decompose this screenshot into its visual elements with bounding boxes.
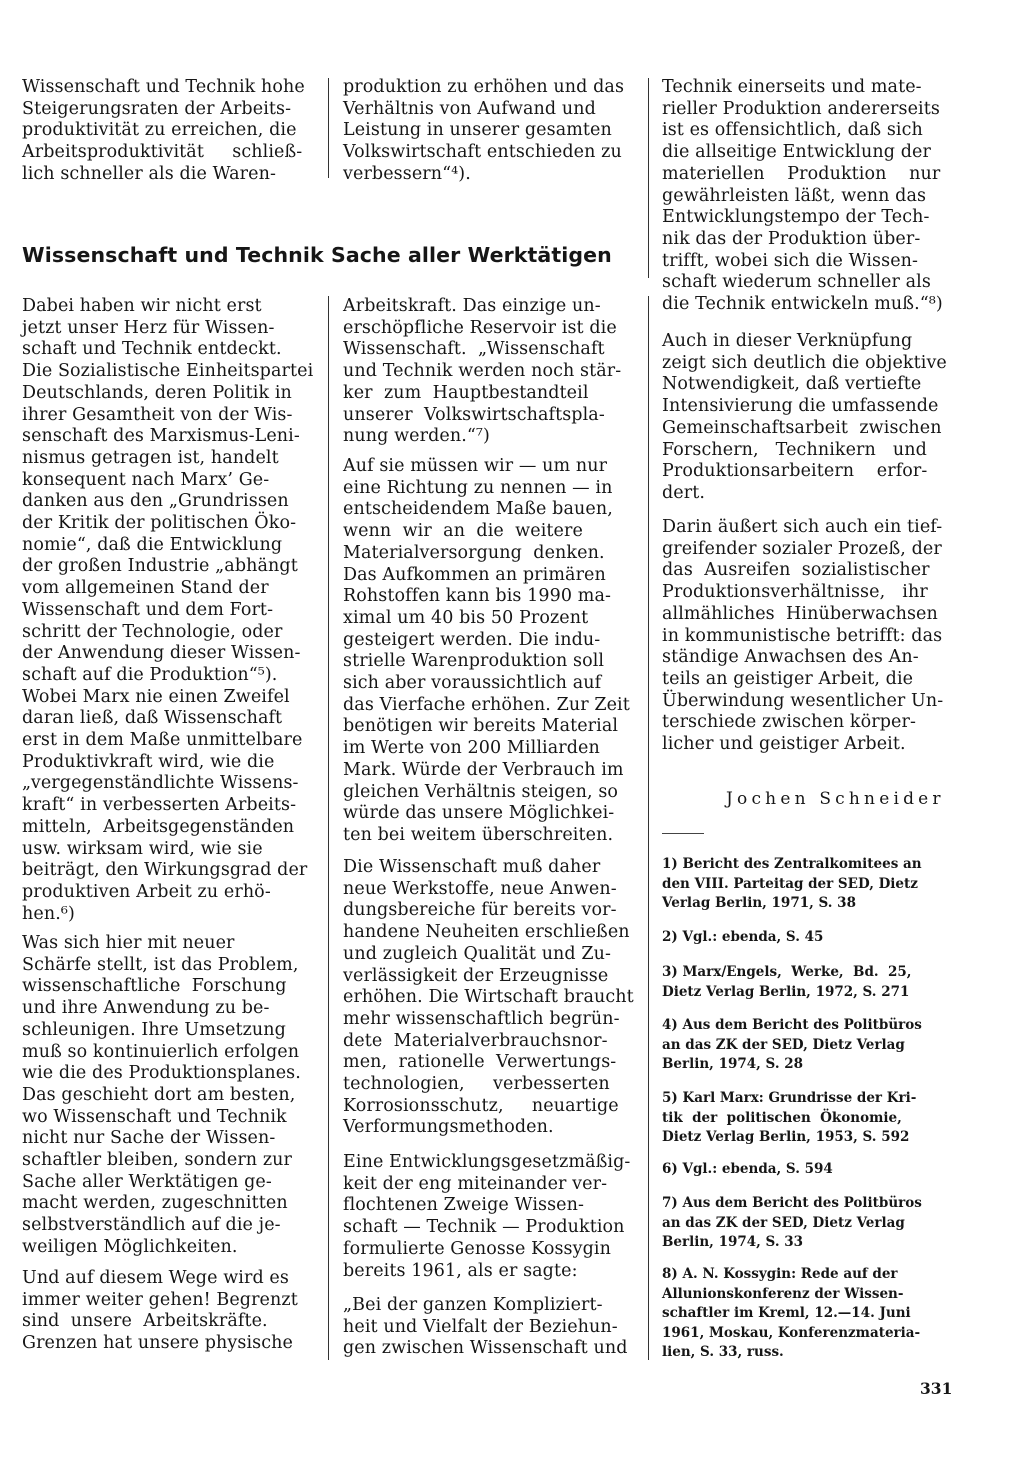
footnote-1: 1) Bericht des Zentralkomitees an den VIII. Parteitag der SED, Dietz Verlag Berlin, 1971, S. 38 — [662, 856, 922, 911]
col3-paragraph-1: Technik einerseits und mate- rieller Produktion andererseits ist es offensichtlich, daß sich die allseitige Entwicklung der materiellen Produktion nur gewährleisten läßt, wenn das Entwicklungstempo der Tech- nik das der Produktion über- trifft, wobei sich die Wissen- schaft wiederum schneller als die Technik entwickeln muß.“⁸) — [662, 77, 943, 315]
column-rule-2 — [648, 296, 649, 1360]
column-rule-top-1 — [328, 78, 329, 178]
col2-paragraph-5: „Bei der ganzen Kompliziert- heit und Vielfalt der Beziehun- gen zwischen Wissenschaft und — [343, 1295, 628, 1359]
footnote-6: 6) Vgl.: ebenda, S. 594 — [662, 1161, 833, 1177]
col2-paragraph-2: Auf sie müssen wir — um nur eine Richtung zu nennen — in entscheidendem Maße bauen, wenn wir an die weitere Materialversorgung denken. Das Aufkommen an primären Rohstoffen kann bis 1990 ma- ximal um 40 bis 50 Prozent gesteigert werden. Die indu- strielle Warenproduktion soll sich aber voraussichtlich auf das Vierfache erhöhen. Zur Zeit benötigen wir bereits Material im Werte von 200 Milliarden Mark. Würde der Verbrauch im gleichen Verhältnis steigen, so würde das unsere Möglichkei- ten bei weitem überschreiten. — [343, 456, 630, 845]
section-heading: Wissenschaft und Technik Sache aller Werktätigen — [22, 243, 612, 267]
author-signature: Jochen Schneider — [726, 789, 945, 809]
column-rule-1 — [328, 296, 329, 1360]
footnote-2: 2) Vgl.: ebenda, S. 45 — [662, 929, 824, 945]
top-col1-text: Wissenschaft und Technik hohe Steigerungsraten der Arbeits- produktivität zu erreichen, die Arbeitsproduktivität schließ- lich schneller als die Waren- — [22, 77, 305, 184]
footnote-7: 7) Aus dem Bericht des Politbüros an das ZK der SED, Dietz Verlag Berlin, 1974, S. 33 — [662, 1195, 922, 1250]
footnote-5: 5) Karl Marx: Grundrisse der Kri- tik der politischen Ökonomie, Dietz Verlag Berlin, 1953, S. 592 — [662, 1090, 917, 1145]
footnote-4: 4) Aus dem Bericht des Politbüros an das ZK der SED, Dietz Verlag Berlin, 1974, S. 28 — [662, 1017, 922, 1072]
col1-paragraph-2: Was sich hier mit neuer Schärfe stellt, ist das Problem, wissenschaftliche Forschung und ihre Anwendung zu be- schleunigen. Ihre Umsetzung muß so kontinuierlich erfolgen wie die des Produktionsplanes. Das geschieht dort am besten, wo Wissenschaft und Technik nicht nur Sache der Wissen- schaftler bleiben, sondern zur Sache aller Werktätigen ge- macht werden, zugeschnitten selbstverständlich auf die je- weiligen Möglichkeiten. — [22, 933, 301, 1257]
col2-paragraph-1: Arbeitskraft. Das einzige un- erschöpfliche Reservoir ist die Wissenschaft. „Wissenschaft und Technik werden noch stär- ker zum Hauptbestandteil unserer Volkswirtschaftspla- nung werden.“⁷) — [343, 296, 622, 447]
column-rule-top-2 — [648, 78, 649, 278]
col3-paragraph-2: Auch in dieser Verknüpfung zeigt sich deutlich die objektive Notwendigkeit, daß vertiefte Intensivierung die umfassende Gemeinschaftsarbeit zwischen Forschern, Technikern und Produktionsarbeitern erfor- dert. — [662, 331, 947, 503]
footnote-8: 8) A. N. Kossygin: Rede auf der Allunionskonferenz der Wissen- schaftler im Kreml, 12.—14. Juni 1961, Moskau, Konferenzmateria- lien, S. 33, russ. — [662, 1266, 921, 1360]
page-number: 331 — [920, 1379, 953, 1398]
footnote-3: 3) Marx/Engels, Werke, Bd. 25, Dietz Verlag Berlin, 1972, S. 271 — [662, 964, 912, 1000]
col1-paragraph-1: Dabei haben wir nicht erst jetzt unser Herz für Wissen- schaft und Technik entdeckt. Die Sozialistische Einheitspartei Deutschlands, deren Politik in ihrer Gesamtheit von der Wis- senschaft des Marxismus-Leni- nismus getragen ist, handelt konsequent nach Marx’ Ge- danken aus den „Grundrissen der Kritik der politischen Öko- nomie“, daß die Entwicklung der großen Industrie „abhängt vom allgemeinen Stand der Wissenschaft und dem Fort- schritt der Technologie, oder der Anwendung dieser Wissen- schaft auf die Produktion“⁵). Wobei Marx nie einen Zweifel daran ließ, daß Wissenschaft erst in dem Maße unmittelbare Produktivkraft wird, wie die „vergegenständlichte Wissens- kraft“ in verbesserten Arbeits- mitteln, Arbeitsgegenständen usw. wirksam wird, wie sie beiträgt, den Wirkungsgrad der produktiven Arbeit zu erhö- hen.⁶) — [22, 296, 314, 924]
top-col2-text: produktion zu erhöhen und das Verhältnis von Aufwand und Leistung in unserer gesamten Volkswirtschaft entschieden zu verbessern“⁴). — [343, 77, 625, 184]
col2-paragraph-4: Eine Entwicklungsgesetzmäßig- keit der eng miteinander ver- flochtenen Zweige Wissen- schaft — Technik — Produktion formulierte Genosse Kossygin bereits 1961, als er sagte: — [343, 1152, 631, 1281]
col3-paragraph-3: Darin äußert sich auch ein tief- greifender sozialer Prozeß, der das Ausreifen sozialistischer Produktionsverhältnisse, ihr allmähliches Hinüberwachsen in kommunistische betrifft: das ständige Anwachsen des An- teils an geistiger Arbeit, die Überwindung wesentlicher Un- terschiede zwischen körper- licher und geistiger Arbeit. — [662, 517, 944, 755]
footnote-rule — [662, 833, 704, 834]
col2-paragraph-3: Die Wissenschaft muß daher neue Werkstoffe, neue Anwen- dungsbereiche für bereits vor- handene Neuheiten erschließen und zugleich Qualität und Zu- verlässigkeit der Erzeugnisse erhöhen. Die Wirtschaft braucht mehr wissenschaftlich begrün- dete Materialverbrauchsnor- men, rationelle Verwertungs- technologien, verbesserten Korrosionsschutz, neuartige Verformungsmethoden. — [343, 857, 634, 1138]
col1-paragraph-3: Und auf diesem Wege wird es immer weiter gehen! Begrenzt sind unsere Arbeitskräfte. Grenzen hat unsere physische — [22, 1268, 298, 1354]
